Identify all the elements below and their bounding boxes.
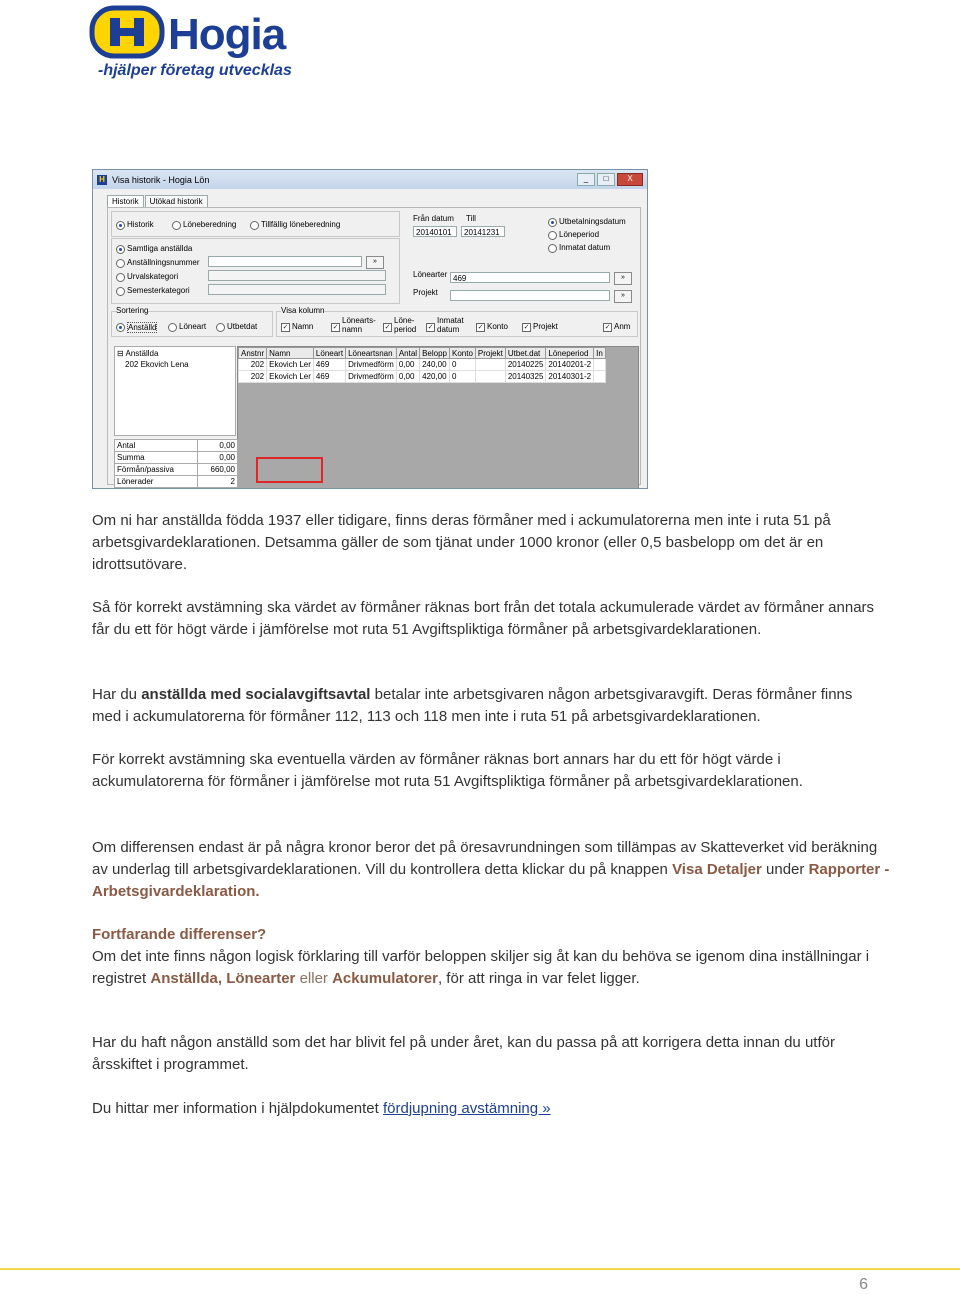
summary-value: 2 (198, 476, 238, 488)
tab-historik[interactable]: Historik (107, 195, 144, 207)
col-loneartsnamn[interactable]: Löneartsnan (346, 348, 397, 359)
cell: Ekovich Ler (267, 371, 314, 383)
col-namn[interactable]: Namn (267, 348, 314, 359)
minimize-button[interactable]: _ (577, 173, 595, 186)
check-konto-label: Konto (487, 322, 508, 331)
maximize-button[interactable]: □ (597, 173, 615, 186)
summary-value: 0,00 (198, 440, 238, 452)
cell: 469 (313, 359, 345, 371)
tree-root-label: Anställda (125, 349, 159, 358)
tree-root[interactable]: ⊟ Anställda (117, 349, 159, 358)
p5-visa-detaljer: Visa Detaljer (672, 861, 762, 878)
check-loneperiod-label: Löne-period (394, 316, 417, 334)
p6-ackumulatorer: Ackumulatorer (332, 970, 438, 987)
paragraph-8 (92, 1098, 882, 1120)
highlight-box (256, 457, 323, 483)
summary-label: Summa (115, 452, 198, 464)
summary-value: 0,00 (198, 452, 238, 464)
p3-text-c: betalar inte arbetsgivaren någon arbetsgivaravgift. Deras förmåner finns med i ackumulatorerna för förmåner 112, 113 och 118 men inte i ruta 51 på arbetsgivardeklarationen. (92, 686, 853, 725)
cell (594, 371, 606, 383)
radio-samtliga[interactable] (116, 245, 125, 254)
projekt-input[interactable] (450, 290, 610, 301)
cell: 0,00 (396, 359, 419, 371)
paragraph-7: Har du haft någon anställd som det har blivit fel på under året, kan du passa på att korrigera detta innan du utför årsskiftet i programmet. (92, 1034, 835, 1073)
radio-loneberedning-label: Löneberedning (183, 220, 237, 229)
to-date-label: Till (466, 214, 476, 223)
radio-sort-loneart-label: Löneart (179, 322, 207, 331)
table-row[interactable] (239, 371, 606, 383)
anstallningsnummer-input[interactable] (208, 256, 362, 267)
check-loneartsnamn[interactable]: ✓ (332, 324, 339, 331)
cell: Drivmedförm (346, 359, 397, 371)
lonearter-arrow-button[interactable]: » (614, 272, 632, 285)
radio-sort-anstalld[interactable] (116, 323, 125, 332)
radio-samtliga-label: Samtliga anställda (127, 244, 193, 253)
p6-heading: Fortfarande differenser? (92, 926, 267, 943)
radio-tillfallig[interactable] (250, 221, 259, 230)
p3-bold: anställda med socialavgiftsavtal (141, 686, 371, 703)
urvalskategori-select[interactable] (208, 270, 386, 281)
p6-text-a: Om det inte finns någon logisk förklaring till varför beloppen skiljer sig åt kan du behöva se igenom dina inställningar i registret (92, 948, 870, 987)
col-loneperiod[interactable]: Löneperiod (546, 348, 594, 359)
radio-historik[interactable] (116, 221, 125, 230)
radio-tillfallig-label: Tillfällig löneberedning (261, 220, 341, 229)
projekt-arrow-button[interactable]: » (614, 290, 632, 303)
from-date-input[interactable]: 20140101 (413, 226, 457, 237)
cell: 202 (239, 359, 267, 371)
tab-utokad-historik[interactable]: Utökad historik (145, 195, 208, 207)
col-belopp[interactable]: Belopp (420, 348, 450, 359)
radio-semesterkategori[interactable] (116, 287, 125, 296)
footer-divider (0, 1268, 960, 1270)
cell: 0,00 (396, 371, 419, 383)
check-projekt[interactable]: ✓ (523, 324, 530, 331)
anstallningsnummer-arrow-button[interactable]: » (366, 256, 384, 269)
cell (594, 359, 606, 371)
page-number: 6 (859, 1276, 868, 1293)
check-projekt-label: Projekt (533, 322, 558, 331)
summary-label: Lönerader (115, 476, 198, 488)
paragraph-2: Så för korrekt avstämning ska värdet av förmåner räknas bort från det totala ackumulerade värdet av förmåner annars får du ett för högt värde i jämförelse mot ruta 51 Avgiftspliktiga förmåner på arbetsgivardeklarationen. (92, 599, 875, 638)
table-row[interactable] (239, 359, 606, 371)
radio-anstallningsnummer-label: Anställningsnummer (127, 258, 200, 267)
radio-sort-loneart[interactable] (168, 323, 177, 332)
paragraph-1: Om ni har anställda födda 1937 eller tidigare, finns deras förmåner med i ackumulatorerna men inte i ruta 51 på arbetsgivardeklarationen. Detsamma gäller de som tjänat under 1000 kronor (eller 0,5 basbelopp om det är en idrottsutövare. (92, 512, 831, 573)
col-konto[interactable]: Konto (450, 348, 476, 359)
cell: 20140301-2 (546, 371, 594, 383)
hogia-h-icon (88, 4, 166, 60)
cell: Ekovich Ler (267, 359, 314, 371)
window-titlebar (93, 170, 647, 189)
check-anm[interactable]: ✓ (604, 324, 611, 331)
fordjupning-link[interactable]: fördjupning avstämning » (382, 1100, 551, 1117)
col-antal[interactable]: Antal (396, 348, 419, 359)
summary-value: 660,00 (198, 464, 238, 476)
summary-table (114, 439, 238, 488)
summary-row (115, 464, 238, 476)
employee-tree[interactable] (114, 346, 236, 436)
cell: Drivmedförm (346, 371, 397, 383)
col-anstnr[interactable]: Anstnr (239, 348, 267, 359)
check-namn[interactable]: ✓ (282, 324, 289, 331)
check-namn-label: Namn (292, 322, 314, 331)
p5-rapporter: Rapporter - Arbetsgivardeklaration. (92, 861, 890, 900)
check-konto[interactable]: ✓ (477, 324, 484, 331)
p5-text-a: Om differensen endast är på några kronor beror det på öresavrundningen som tillämpas av Skatteverket vid beräkning av underlag till arbetsgivardeklarationen. Vill du kontrollera detta klickar du på knappen (92, 839, 878, 878)
radio-loneperiod[interactable] (548, 231, 557, 240)
radio-sort-utbetdat-label: Utbetdat (227, 322, 258, 331)
logo-tagline: -hjälper företag utvecklas (98, 62, 292, 79)
logo-wordmark: Hogia (168, 10, 286, 59)
p8-text-a: Du hittar mer information i hjälpdokumentet (92, 1100, 383, 1117)
check-anm-label: Anm (614, 322, 631, 331)
radio-inmatat-datum[interactable] (548, 244, 557, 253)
radio-sort-utbetdat[interactable] (216, 323, 225, 332)
paragraph-6 (92, 924, 882, 990)
window-title: Visa historik - Hogia Lön (112, 174, 210, 185)
cell (475, 359, 505, 371)
summary-row (115, 440, 238, 452)
radio-loneberedning[interactable] (172, 221, 181, 230)
from-date-label: Från datum (413, 214, 454, 223)
summary-row (115, 452, 238, 464)
sortering-label: Sortering (116, 306, 149, 315)
paragraph-5 (92, 837, 892, 903)
cell: 20140201-2 (546, 359, 594, 371)
radio-anstallningsnummer[interactable] (116, 259, 125, 268)
col-utbetdat[interactable]: Utbet.dat (505, 348, 546, 359)
to-date-input[interactable]: 20141231 (461, 226, 505, 237)
cell: 469 (313, 371, 345, 383)
radio-semesterkategori-label: Semesterkategori (127, 286, 190, 295)
radio-utbetalningsdatum-label: Utbetalningsdatum (559, 217, 626, 226)
visa-kolumn-label: Visa kolumn (281, 306, 325, 315)
radio-loneperiod-label: Löneperiod (559, 230, 600, 239)
radio-urvalskategori[interactable] (116, 273, 125, 282)
hogia-logo (88, 4, 308, 84)
summary-label: Antal (115, 440, 198, 452)
cell (475, 371, 505, 383)
paragraph-3 (92, 684, 882, 728)
p3-text-a: Har du (92, 686, 142, 703)
semesterkategori-select[interactable] (208, 284, 386, 295)
radio-urvalskategori-label: Urvalskategori (127, 272, 179, 281)
col-loneart[interactable]: Löneart (313, 348, 345, 359)
check-loneartsnamn-label: Lönearts-namn (342, 316, 376, 334)
lonearter-label: Lönearter (413, 270, 448, 279)
projekt-label: Projekt (413, 288, 438, 297)
paragraph-4: För korrekt avstämning ska eventuella värden av förmåner räknas bort annars har du ett för högt värde i ackumulatorerna för förmåner i jämförelse mot ruta 51 Avgiftspliktiga förmåner på arbetsgivardeklarationen. (92, 751, 803, 790)
check-inmatat-datum-label: Inmatat datum (437, 316, 464, 334)
lonearter-input[interactable]: 469 (450, 272, 610, 283)
p6-text-e: , för att ringa in var felet ligger. (437, 970, 640, 987)
summary-row (115, 476, 238, 488)
app-icon: H (97, 175, 107, 185)
cell: 420,00 (420, 371, 450, 383)
radio-utbetalningsdatum[interactable] (548, 218, 557, 227)
p6-text-c: eller (295, 970, 333, 987)
cell: 20140325 (505, 371, 546, 383)
col-projekt[interactable]: Projekt (475, 348, 505, 359)
cell: 0 (450, 359, 476, 371)
check-loneperiod[interactable]: ✓ (384, 324, 391, 331)
radio-inmatat-datum-label: Inmatat datum (559, 243, 611, 252)
cell: 0 (450, 371, 476, 383)
check-inmatat-datum[interactable]: ✓ (427, 324, 434, 331)
col-in[interactable]: In (594, 348, 606, 359)
radio-sort-anstalld-label: Anställd (128, 323, 157, 332)
summary-label: Förmån/passiva (115, 464, 198, 476)
cell: 240,00 (420, 359, 450, 371)
p5-text-c: under (761, 861, 809, 878)
radio-historik-label: Historik (127, 220, 154, 229)
cell: 20140225 (505, 359, 546, 371)
tree-child[interactable]: 202 Ekovich Lena (125, 360, 189, 369)
cell: 202 (239, 371, 267, 383)
close-button[interactable]: X (617, 173, 643, 186)
visa-historik-window (92, 169, 648, 489)
p6-anstallda-lonearter: Anställda, Lönearter (150, 970, 296, 987)
